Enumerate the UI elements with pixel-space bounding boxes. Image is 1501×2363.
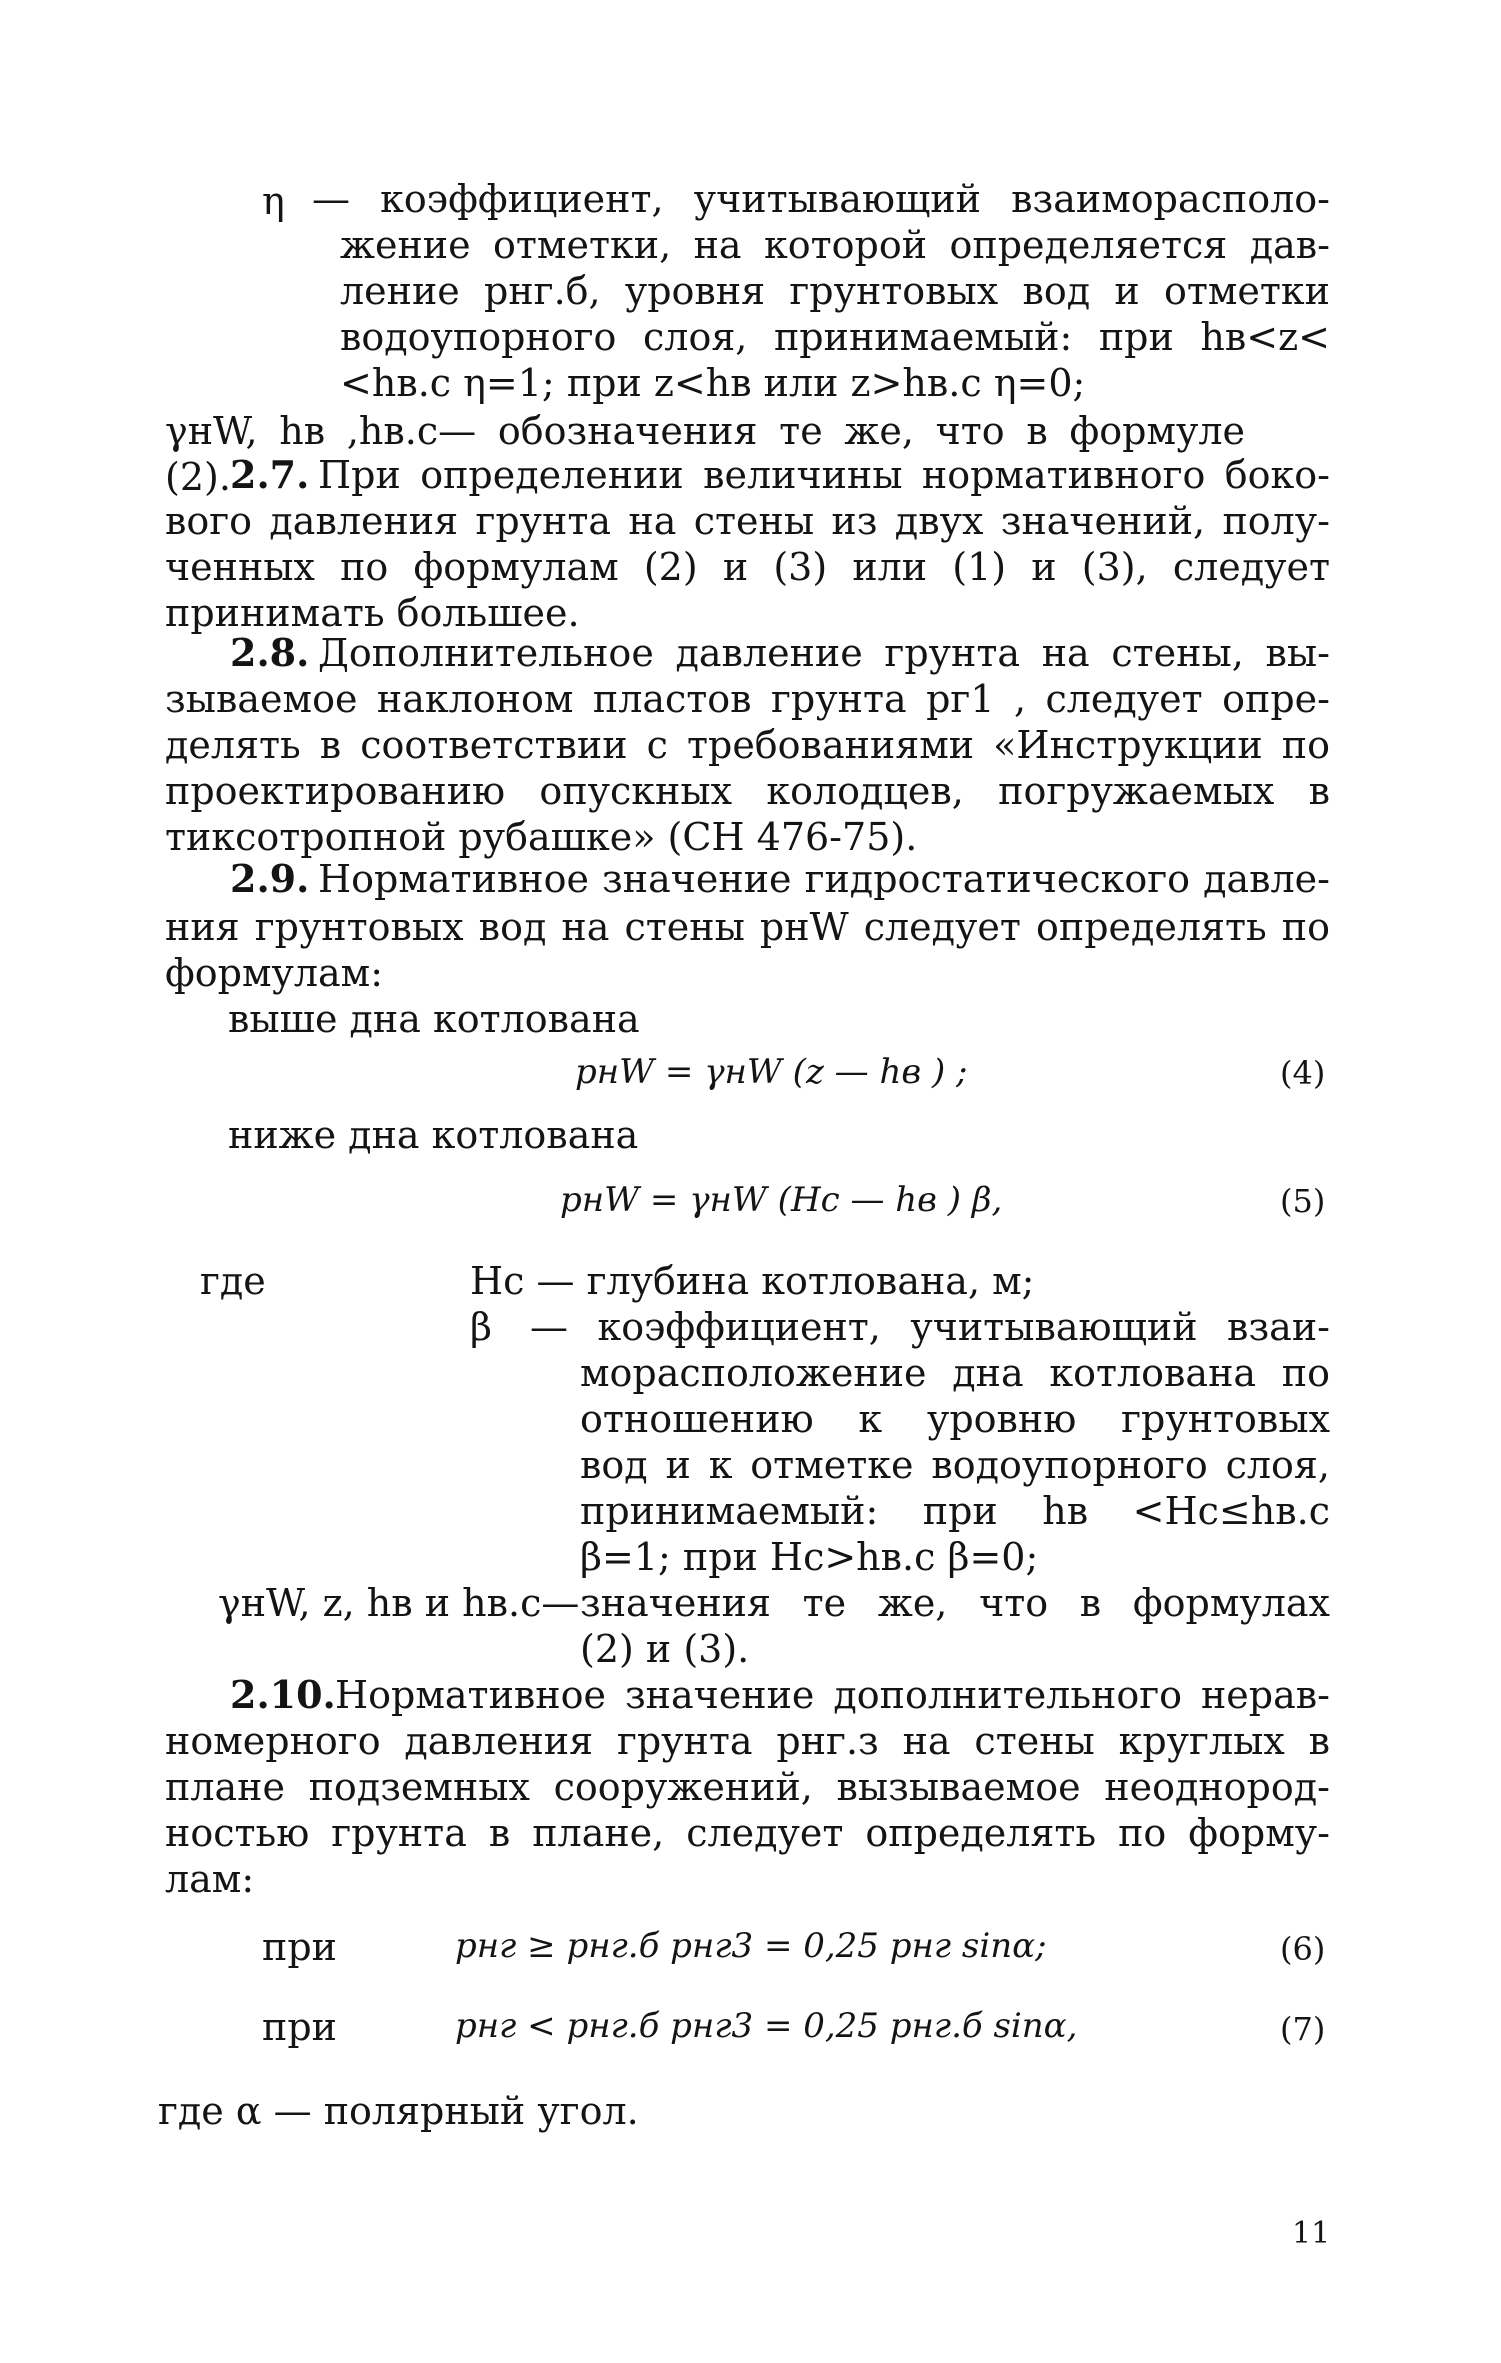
alpha-def: где α — полярный угол. [158, 2089, 639, 2133]
p210-line-3: плане подземных сооружений, вызываемое неоднород- [165, 1765, 1330, 1809]
formula-6-prefix: при [262, 1925, 337, 1969]
p210-line-2: номерного давления грунта pнг.з на стены круглых в [165, 1719, 1330, 1763]
beta-def-line-1: — коэффициент, учитывающий взаи- [530, 1305, 1330, 1349]
eta-symbol: η [262, 179, 285, 223]
formula-5-number: (5) [1280, 1182, 1326, 1220]
p28-line-4: проектированию опускных колодцев, погружаемых в [165, 769, 1330, 813]
paragraph-2-8-number: 2.8. [230, 630, 310, 675]
p27-line-1: При определении величины нормативного боко- [318, 453, 1330, 497]
p28-line-3: делять в соответствии с требованиями «Инструкции по [165, 723, 1330, 767]
values-def-lead: γнW, z, hв и hв.с— [218, 1581, 580, 1625]
values-def-line-1: значения те же, что в формулах [580, 1581, 1330, 1625]
eta-def-line-2: жение отметки, на которой определяется дав- [340, 223, 1330, 267]
p28-line-5: тиксотропной рубашке» (СН 476-75). [165, 815, 918, 859]
beta-def-line-3: отношению к уровню грунтовых [580, 1397, 1330, 1441]
eta-def-line-4: водоупорного слоя, принимаемый: при hв<z< [340, 315, 1330, 359]
p29-line-2: ния грунтовых вод на стены pнW следует определять по [165, 905, 1330, 949]
where-label: где [200, 1259, 266, 1303]
formula-7: pнг < pнг.б pнг3 = 0,25 pнг.б sinα, [455, 2006, 1078, 2046]
eta-def-line-1: — коэффициент, учитывающий взаиморасполо- [312, 177, 1330, 221]
formula-4: pнW = γнW (z — hв ) ; [575, 1052, 968, 1092]
p27-line-3: ченных по формулам (2) и (3) или (1) и (3), следует [165, 545, 1330, 589]
gamma-def: γнW, hв ,hв.с— обозначения те же, что в формуле (2). [165, 409, 1245, 499]
beta-def-line-2: морасположение дна котлована по [580, 1351, 1330, 1395]
p27-line-4: принимать большее. [165, 591, 580, 635]
paragraph-2-9-number: 2.9. [230, 856, 310, 901]
hc-def: Hс — глубина котлована, м; [470, 1259, 1035, 1303]
below-label: ниже дна котлована [228, 1113, 639, 1157]
formula-5: pнW = γнW (Hс — hв ) β, [560, 1180, 1003, 1220]
p28-line-1: Дополнительное давление грунта на стены, вы- [318, 631, 1330, 675]
beta-def-line-6: β=1; при Hс>hв.с β=0; [580, 1535, 1039, 1579]
formula-4-number: (4) [1280, 1054, 1326, 1092]
p210-line-4: ностью грунта в плане, следует определять по форму- [165, 1811, 1330, 1855]
eta-def-line-5: <hв.с η=1; при z<hв или z>hв.с η=0; [340, 361, 1086, 405]
above-label: выше дна котлована [228, 997, 640, 1041]
page-number: 11 [1292, 2216, 1331, 2251]
formula-6: pнг ≥ pнг.б pнг3 = 0,25 pнг sinα; [455, 1926, 1047, 1966]
p29-line-3: формулам: [165, 951, 384, 995]
p29-line-1: Нормативное значение гидростатического давле- [318, 857, 1330, 901]
formula-7-number: (7) [1280, 2010, 1326, 2048]
p27-line-2: вого давления грунта на стены из двух значений, полу- [165, 499, 1330, 543]
formula-6-number: (6) [1280, 1930, 1326, 1968]
beta-symbol: β [470, 1305, 492, 1349]
beta-def-line-4: вод и к отметке водоупорного слоя, [580, 1443, 1330, 1487]
values-def-line-2: (2) и (3). [580, 1627, 750, 1671]
paragraph-2-7-number: 2.7. [230, 452, 310, 497]
p210-line-1: Нормативное значение дополнительного нерав- [335, 1673, 1330, 1717]
eta-def-line-3: ление pнг.б, уровня грунтовых вод и отметки [340, 269, 1330, 313]
beta-def-line-5: принимаемый: при hв <Hс≤hв.с [580, 1489, 1330, 1533]
p210-line-5: лам: [165, 1857, 255, 1901]
p28-line-2: зываемое наклоном пластов грунта pг1 , следует опре- [165, 677, 1330, 721]
formula-7-prefix: при [262, 2005, 337, 2049]
paragraph-2-10-number: 2.10. [230, 1672, 336, 1717]
